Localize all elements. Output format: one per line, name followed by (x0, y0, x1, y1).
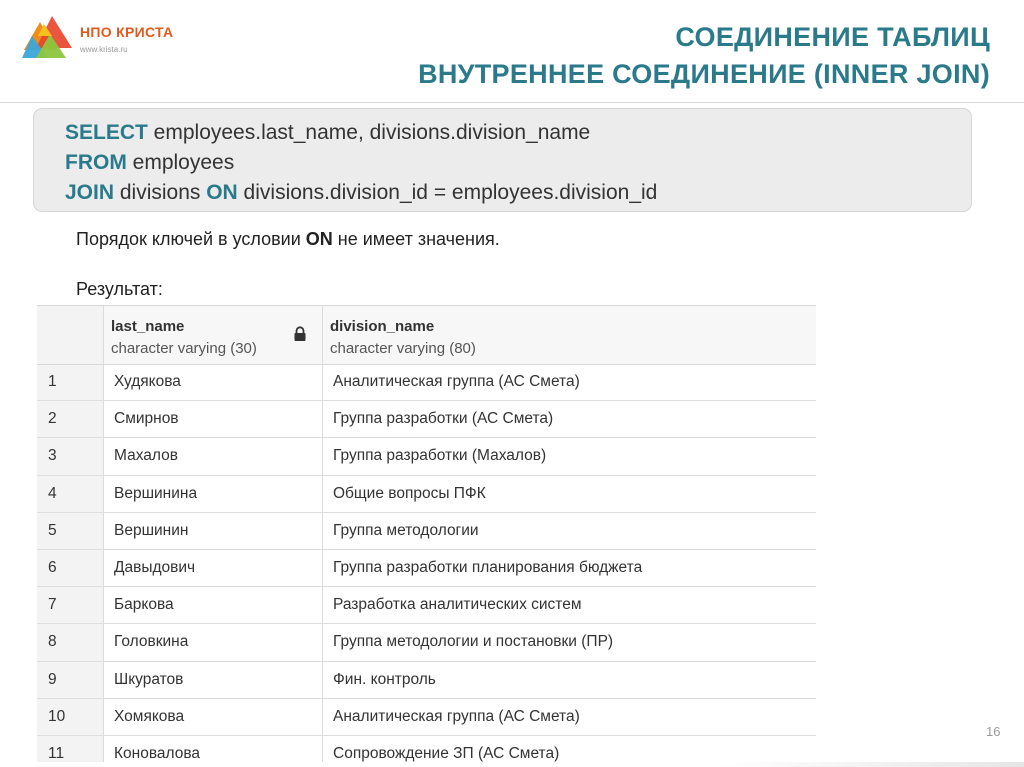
column-header-division-name[interactable] (330, 316, 476, 360)
row-index: 4 (48, 484, 57, 502)
sql-keyword: JOIN (65, 181, 115, 204)
bottom-bar (0, 762, 1024, 767)
table-row[interactable] (37, 476, 816, 513)
row-index: 9 (48, 670, 57, 688)
cell-division-name: Общие вопросы ПФК (333, 484, 486, 502)
slide-title-line1: СОЕДИНЕНИЕ ТАБЛИЦ (675, 22, 990, 52)
row-index: 2 (48, 410, 57, 428)
grid-header (37, 306, 816, 365)
company-logo (22, 14, 182, 58)
table-row[interactable] (37, 736, 816, 764)
note-text-after: не имеет значения. (332, 229, 500, 249)
cell-division-name: Группа методологии (333, 521, 479, 539)
sql-line-from (65, 148, 971, 178)
sql-keyword: FROM (65, 151, 127, 174)
row-index: 6 (48, 558, 57, 576)
column-type: character varying (80) (330, 340, 476, 357)
table-row[interactable] (37, 624, 816, 661)
cell-last-name: Смирнов (114, 410, 179, 428)
row-index: 5 (48, 521, 57, 539)
sql-line-select (65, 118, 971, 148)
cell-division-name: Группа методологии и постановки (ПР) (333, 633, 614, 651)
cell-last-name: Худякова (114, 373, 181, 390)
cell-last-name: Коновалова (114, 744, 201, 762)
row-index: 1 (48, 373, 57, 390)
cell-division-name: Группа разработки (АС Смета) (333, 410, 554, 428)
column-header-last-name[interactable] (111, 316, 257, 360)
row-index: 10 (48, 707, 66, 725)
cell-last-name: Шкуратов (114, 670, 184, 688)
logo-brand-text: НПО КРИСТА (80, 24, 174, 40)
header-divider (0, 102, 1024, 103)
page-number: 16 (986, 724, 1001, 739)
slide-title (418, 19, 990, 93)
table-row[interactable] (37, 438, 816, 475)
note-text (76, 229, 500, 250)
table-row[interactable] (37, 699, 816, 736)
cell-last-name: Баркова (114, 596, 174, 614)
row-index: 7 (48, 596, 57, 614)
krista-logo-mark (22, 14, 76, 58)
sql-text: divisions (114, 181, 207, 204)
cell-last-name: Хомякова (114, 707, 185, 725)
sql-text: employees.last_name, divisions.division_name (147, 121, 591, 144)
cell-division-name: Аналитическая группа (АС Смета) (333, 707, 580, 725)
table-row[interactable] (37, 550, 816, 587)
row-index: 3 (48, 447, 57, 465)
column-name: division_name (330, 318, 435, 335)
header-corner (37, 306, 104, 364)
slide-title-line2: ВНУТРЕННЕЕ СОЕДИНЕНИЕ (INNER JOIN) (418, 59, 990, 89)
row-index: 8 (48, 633, 57, 651)
cell-division-name: Сопровождение ЗП (АС Смета) (333, 744, 560, 762)
cell-division-name: Аналитическая группа (АС Смета) (333, 373, 580, 390)
cell-division-name: Группа разработки планирования бюджета (333, 558, 643, 576)
cell-division-name: Фин. контроль (333, 670, 436, 688)
column-name: last_name (111, 318, 185, 335)
lock-icon (293, 326, 307, 342)
table-row[interactable] (37, 513, 816, 550)
sql-keyword: ON (206, 181, 238, 204)
sql-text: divisions.division_id = employees.division_id (237, 181, 658, 204)
cell-division-name: Разработка аналитических систем (333, 596, 582, 614)
sql-code-box (33, 108, 972, 212)
sql-line-join (65, 178, 971, 208)
cell-division-name: Группа разработки (Махалов) (333, 447, 547, 465)
cell-last-name: Вершинина (114, 484, 198, 502)
column-type: character varying (30) (111, 340, 257, 357)
grid-rows (37, 364, 816, 764)
result-label: Результат: (76, 279, 163, 299)
cell-last-name: Давыдович (114, 558, 196, 576)
logo-url-text: www.krista.ru (80, 45, 128, 54)
table-row[interactable] (37, 364, 816, 401)
cell-last-name: Головкина (114, 633, 189, 651)
sql-text: employees (126, 151, 235, 174)
cell-last-name: Вершинин (114, 521, 189, 539)
note-keyword: ON (305, 229, 333, 249)
table-row[interactable] (37, 662, 816, 699)
table-row[interactable] (37, 587, 816, 624)
row-index: 11 (48, 744, 65, 762)
note-text-before: Порядок ключей в условии (76, 229, 306, 249)
sql-keyword: SELECT (65, 121, 148, 144)
cell-last-name: Махалов (114, 447, 178, 465)
table-row[interactable] (37, 401, 816, 438)
result-grid (37, 305, 816, 764)
